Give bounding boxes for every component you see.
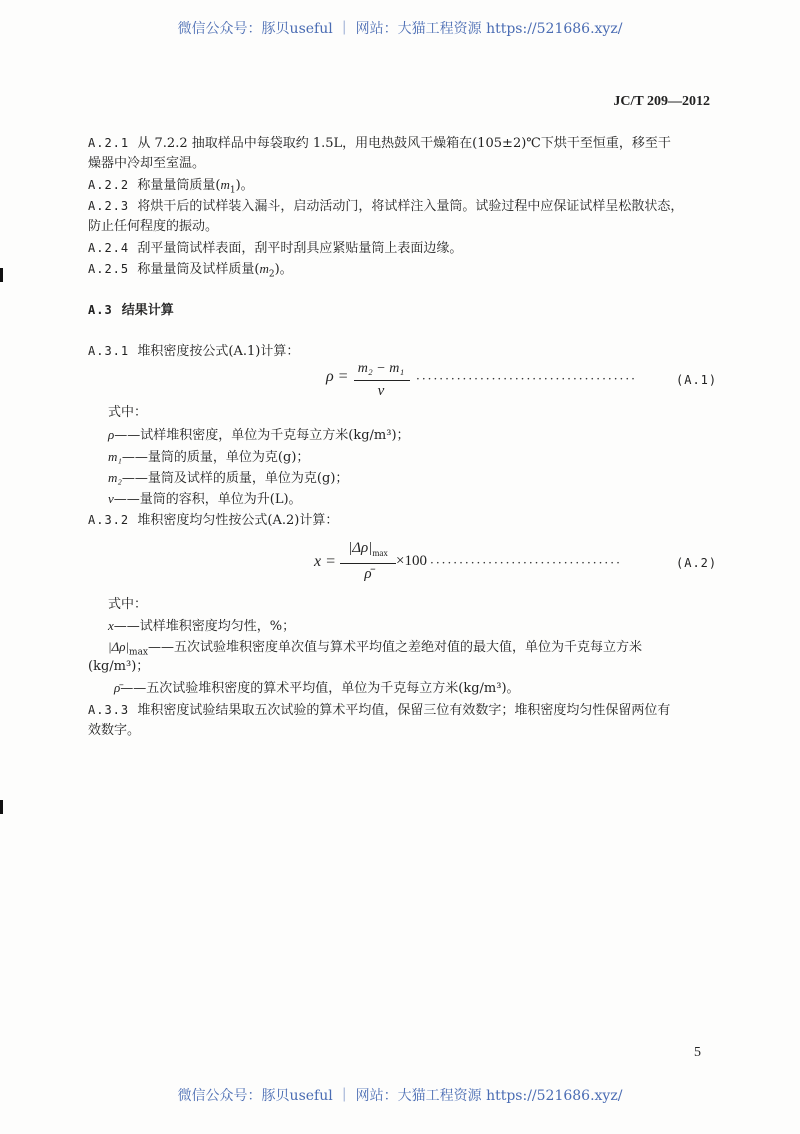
symbol: ρ̄	[114, 680, 121, 695]
var-sub: 1	[229, 185, 236, 196]
clause-text: 堆积密度按公式(A.1)计算：	[137, 344, 300, 359]
section-title: 结果计算	[121, 303, 174, 318]
formula-numerator-sub: max	[372, 548, 388, 558]
formula-lhs: x =	[314, 553, 336, 570]
clause-number: A.2.5	[88, 262, 130, 276]
formula-multiplier: ×100	[396, 553, 427, 569]
symbol: v	[108, 491, 114, 506]
clause-text: 从 7.2.2 抽取样品中每袋取约 1.5L，用电热鼓风干燥箱在(105±2)℃下烘干至恒重，移至干	[137, 136, 671, 151]
page-number: 5	[694, 1045, 701, 1060]
definition: ——量筒的容积，单位为升(L)。	[113, 492, 302, 507]
clause-number: A.2.1	[88, 136, 130, 150]
symbol: m₂	[108, 470, 122, 485]
clause-number: A.3.2	[88, 513, 130, 527]
clause-text: 堆积密度均匀性按公式(A.2)计算：	[137, 513, 339, 528]
fraction-bar	[340, 563, 396, 564]
definition: ——五次试验堆积密度单次值与算术平均值之差绝对值的最大值，单位为千克每立方米	[148, 640, 643, 655]
clause-text: )。	[274, 262, 293, 277]
var-sub: 2	[268, 269, 275, 280]
definition: (kg/m³)；	[88, 659, 150, 674]
formula-label: (A.2)	[676, 556, 718, 570]
section-number: A.3	[88, 303, 113, 317]
scan-mark	[0, 268, 3, 282]
var: m	[259, 261, 269, 276]
clause-number: A.3.1	[88, 344, 130, 358]
clause-text: 刮平量筒试样表面，刮平时刮具应紧贴量筒上表面边缘。	[137, 241, 463, 256]
formula-label: (A.1)	[676, 373, 718, 387]
formula-numerator: |Δρ|	[348, 540, 373, 556]
clause-text: 称量量筒质量(	[137, 178, 221, 193]
var: m	[220, 177, 230, 192]
definition: ——试样堆积密度，单位为千克每立方米(kg/m³)；	[114, 428, 410, 443]
clause-number: A.2.2	[88, 178, 130, 192]
watermark-bottom: 微信公众号：豚贝useful ｜ 网站：大猫工程资源 https://521686.xyz/	[177, 1088, 623, 1104]
fraction-bar	[354, 380, 410, 381]
formula-denominator: ρ̄	[364, 566, 372, 582]
clause-text: 称量量筒及试样质量(	[137, 262, 260, 277]
clause-text: 将烘干后的试样装入漏斗，启动活动门，将试样注入量筒。试验过程中应保证试样呈松散状态，	[137, 199, 684, 214]
clause-text: 防止任何程度的振动。	[88, 219, 219, 234]
clause-text: 效数字。	[88, 723, 141, 738]
formula-lhs: ρ =	[326, 368, 349, 385]
where-label: 式中：	[108, 405, 148, 420]
clause-text: )。	[235, 178, 254, 193]
clause-text: 堆积密度试验结果取五次试验的算术平均值，保留三位有效数字；堆积密度均匀性保留两位有	[137, 703, 671, 718]
definition: ——试样堆积密度均匀性，%；	[113, 619, 296, 634]
definition: ——量筒及试样的质量，单位为克(g)；	[121, 471, 349, 486]
watermark-top: 微信公众号：豚贝useful ｜ 网站：大猫工程资源 https://521686.xyz/	[177, 21, 623, 37]
symbol: |Δρ|	[108, 639, 130, 654]
formula-numerator: m₂ − m₁	[357, 361, 405, 376]
definition: ——量筒的质量，单位为克(g)；	[121, 450, 310, 465]
clause-number: A.3.3	[88, 703, 130, 717]
symbol: m₁	[108, 449, 122, 464]
scan-mark	[0, 800, 3, 814]
symbol: x	[108, 618, 114, 633]
symbol: ρ	[108, 427, 115, 442]
definition: ——五次试验堆积密度的算术平均值，单位为千克每立方米(kg/m³)。	[120, 681, 520, 696]
formula-denominator: v	[377, 383, 385, 399]
clause-number: A.2.3	[88, 199, 130, 213]
where-label: 式中：	[108, 597, 148, 612]
standard-header: JC/T 209—2012	[613, 94, 710, 109]
clause-text: 燥器中冷却至室温。	[88, 156, 206, 171]
document-page: 微信公众号：豚贝useful ｜ 网站：大猫工程资源 https://521686.xyz/ JC/T 209—2012 A.2.1 从 7.2.2 抽取样品中每袋取约 1.5L，用电热鼓风干燥箱在(105±2)℃下烘干至恒重，移至干 燥器中冷却至室温。 A.2.2 称量量筒质量$(m_1)$。 A.2.3 将烘干后的试样装入漏斗，启动活动门，将试样注入量筒。试验过程中应保证试样呈松散状态， 防止任何程度的振动。 A.2.4 刮平量筒试样表面，刮平时刮具应紧贴量筒上表面边缘。 A.2.5 称量量筒及试样质量$(m_2)$。 A.3 结果计算 A.3.1 堆积密度按公式(A.1)计算： ρ = m₂ − m₁ v ······································ (A.1) 式中： ρ——试样堆积密度，单位为千克每立方米(kg/m³)； m₁——量筒的质量，单位为克(g)； m₂——量筒及试样的质量，单位为克(g)； v——量筒的容积，单位为升(L)。 A.3.2 堆积密度均匀性按公式(A.2)计算： x = $|\Delta\rho|_{max}$ ρ̄ ×100 ································· (A.2) 式中： x——试样堆积密度均匀性，%； $|\Delta\rho|_{max}——$五次试验堆积密度单次值与算术平均值之差绝对值的最大值，单位为千克每立方米 (kg/m³)； ρ̄——五次试验堆积密度的算术平均值，单位为千克每立方米(kg/m³)。 A.3.3 堆积密度试验结果取五次试验的算术平均值，保留三位有效数字；堆积密度均匀性保留两位有 效数字。 5 微信公众号：豚贝useful ｜ 网站：大猫工程资源 https://521686.xyz/	[0, 0, 800, 1134]
symbol-sub: max	[129, 647, 149, 658]
clause-number: A.2.4	[88, 241, 130, 255]
